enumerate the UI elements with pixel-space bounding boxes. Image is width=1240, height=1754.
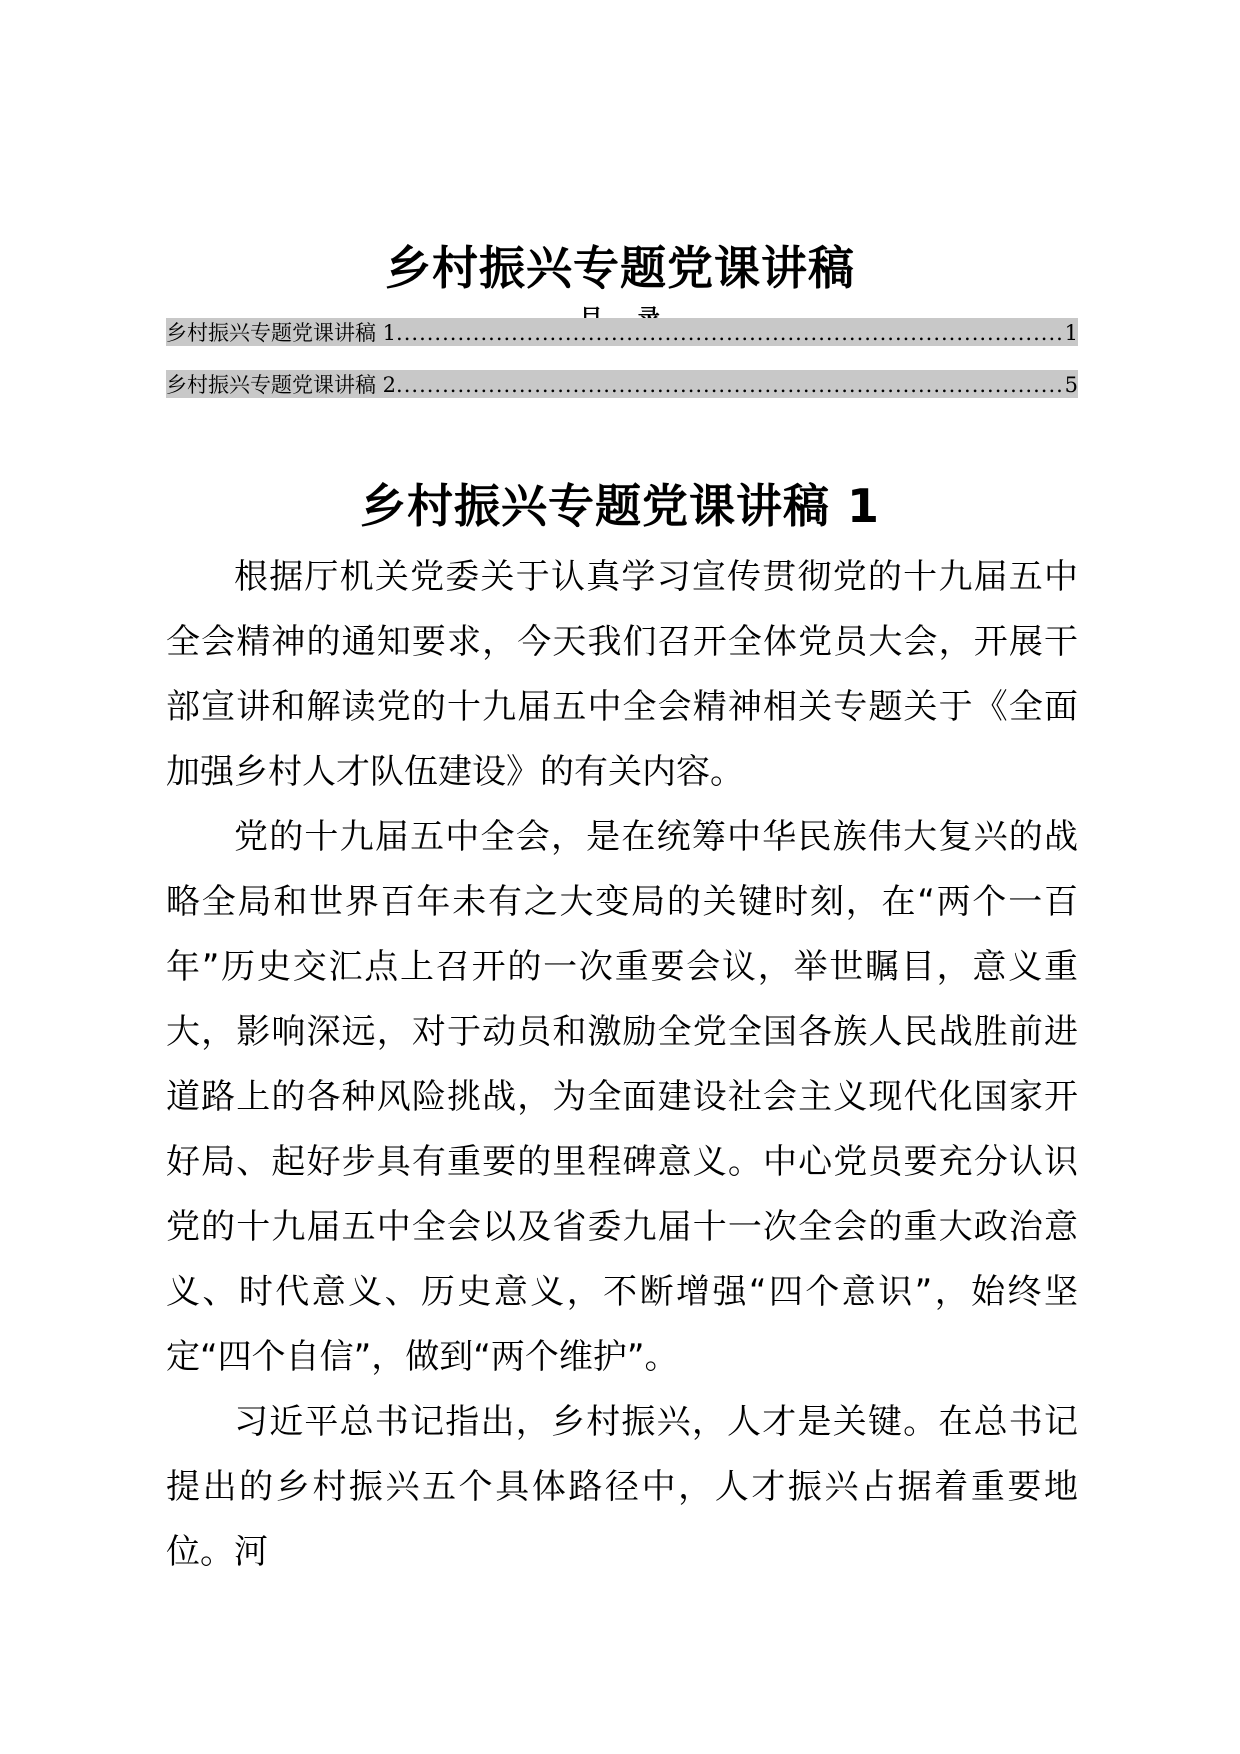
toc-leader-dots: [396, 320, 1065, 346]
toc-entry[interactable]: [166, 370, 1078, 398]
toc-entry-label: 乡村振兴专题党课讲稿 1: [166, 321, 397, 345]
document-title: 乡村振兴专题党课讲稿: [385, 241, 855, 295]
body-text: [166, 545, 1078, 1585]
toc-entry-label: 乡村振兴专题党课讲稿 2: [166, 373, 397, 397]
toc-entry-page: 5: [1064, 373, 1078, 397]
toc-entry[interactable]: [166, 318, 1078, 346]
section-title: 乡村振兴专题党课讲稿 1: [359, 479, 881, 533]
paragraph: 习近平总书记指出，乡村振兴，人才是关键。在总书记提出的乡村振兴五个具体路径中，人才振兴占据着重要地位。河: [166, 1402, 1078, 1572]
toc-leader-dots: [396, 372, 1065, 398]
toc-entry-page: 1: [1064, 321, 1078, 345]
paragraph: 党的十九届五中全会，是在统筹中华民族伟大复兴的战略全局和世界百年未有之大变局的关键时刻，在“两个一百年”历史交汇点上召开的一次重要会议，举世瞩目，意义重大，影响深远，对于动员和激励全党全国各族人民战胜前进道路上的各种风险挑战，为全面建设社会主义现代化国家开好局、起好步具有重要的里程碑意义。中心党员要充分认识党的十九届五中全会以及省委九届十一次全会的重大政治意义、时代意义、历史意义，不断增强“四个意识”，始终坚定“四个自信”，做到“两个维护”。: [166, 817, 1078, 1377]
paragraph: 根据厅机关党委关于认真学习宣传贯彻党的十九届五中全会精神的通知要求，今天我们召开全体党员大会，开展干部宣讲和解读党的十九届五中全会精神相关专题关于《全面加强乡村人才队伍建设》的有关内容。: [166, 557, 1078, 792]
